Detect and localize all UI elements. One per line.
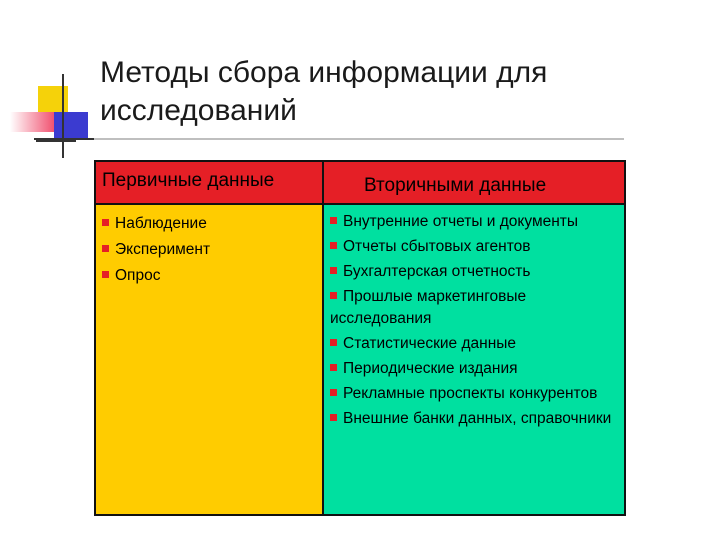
- list-item: [102, 263, 318, 289]
- ornament-red-bar: [10, 112, 56, 132]
- list-item-label: Бухгалтерская отчетность: [343, 263, 531, 280]
- primary-list: [102, 211, 318, 289]
- primary-header: Первичные данные: [96, 162, 322, 203]
- data-methods-table: [94, 160, 626, 516]
- title-underline: [34, 138, 624, 140]
- secondary-list-cell: [324, 205, 624, 514]
- list-item: [330, 408, 620, 430]
- list-item: [102, 211, 318, 237]
- ornament-horizontal-line: [36, 140, 76, 142]
- list-item-label: Внутренние отчеты и документы: [343, 213, 579, 230]
- list-item-label: Внешние банки данных, справочники: [343, 410, 612, 427]
- square-bullet-icon: [330, 339, 337, 346]
- square-bullet-icon: [330, 364, 337, 371]
- list-item: [330, 286, 620, 330]
- list-item: [330, 261, 620, 283]
- list-item-label: Отчеты сбытовых агентов: [343, 238, 531, 255]
- square-bullet-icon: [102, 271, 109, 278]
- list-item-label: Эксперимент: [115, 241, 211, 258]
- square-bullet-icon: [102, 245, 109, 252]
- list-item: [330, 333, 620, 355]
- ornament-vertical-line: [62, 74, 64, 158]
- list-item: [102, 237, 318, 263]
- square-bullet-icon: [330, 292, 337, 299]
- square-bullet-icon: [330, 217, 337, 224]
- square-bullet-icon: [102, 219, 109, 226]
- list-item: [330, 211, 620, 233]
- list-item: [330, 236, 620, 258]
- list-item-label: Рекламные проспекты конкурентов: [343, 385, 598, 402]
- secondary-list: [330, 211, 620, 430]
- square-bullet-icon: [330, 389, 337, 396]
- square-bullet-icon: [330, 242, 337, 249]
- slide-title: Методы сбора информации для исследований: [100, 56, 548, 127]
- list-item: [330, 383, 620, 405]
- list-item-label: Прошлые маркетинговые исследования: [330, 288, 527, 327]
- secondary-header: Вторичными данные: [324, 162, 624, 203]
- list-item-label: Наблюдение: [115, 215, 207, 232]
- square-bullet-icon: [330, 267, 337, 274]
- list-item: [330, 358, 620, 380]
- square-bullet-icon: [330, 414, 337, 421]
- list-item-label: Статистические данные: [343, 335, 517, 352]
- primary-list-cell: [96, 205, 322, 514]
- list-item-label: Опрос: [115, 267, 161, 284]
- list-item-label: Периодические издания: [343, 360, 518, 377]
- ornament-blue-square: [54, 112, 88, 138]
